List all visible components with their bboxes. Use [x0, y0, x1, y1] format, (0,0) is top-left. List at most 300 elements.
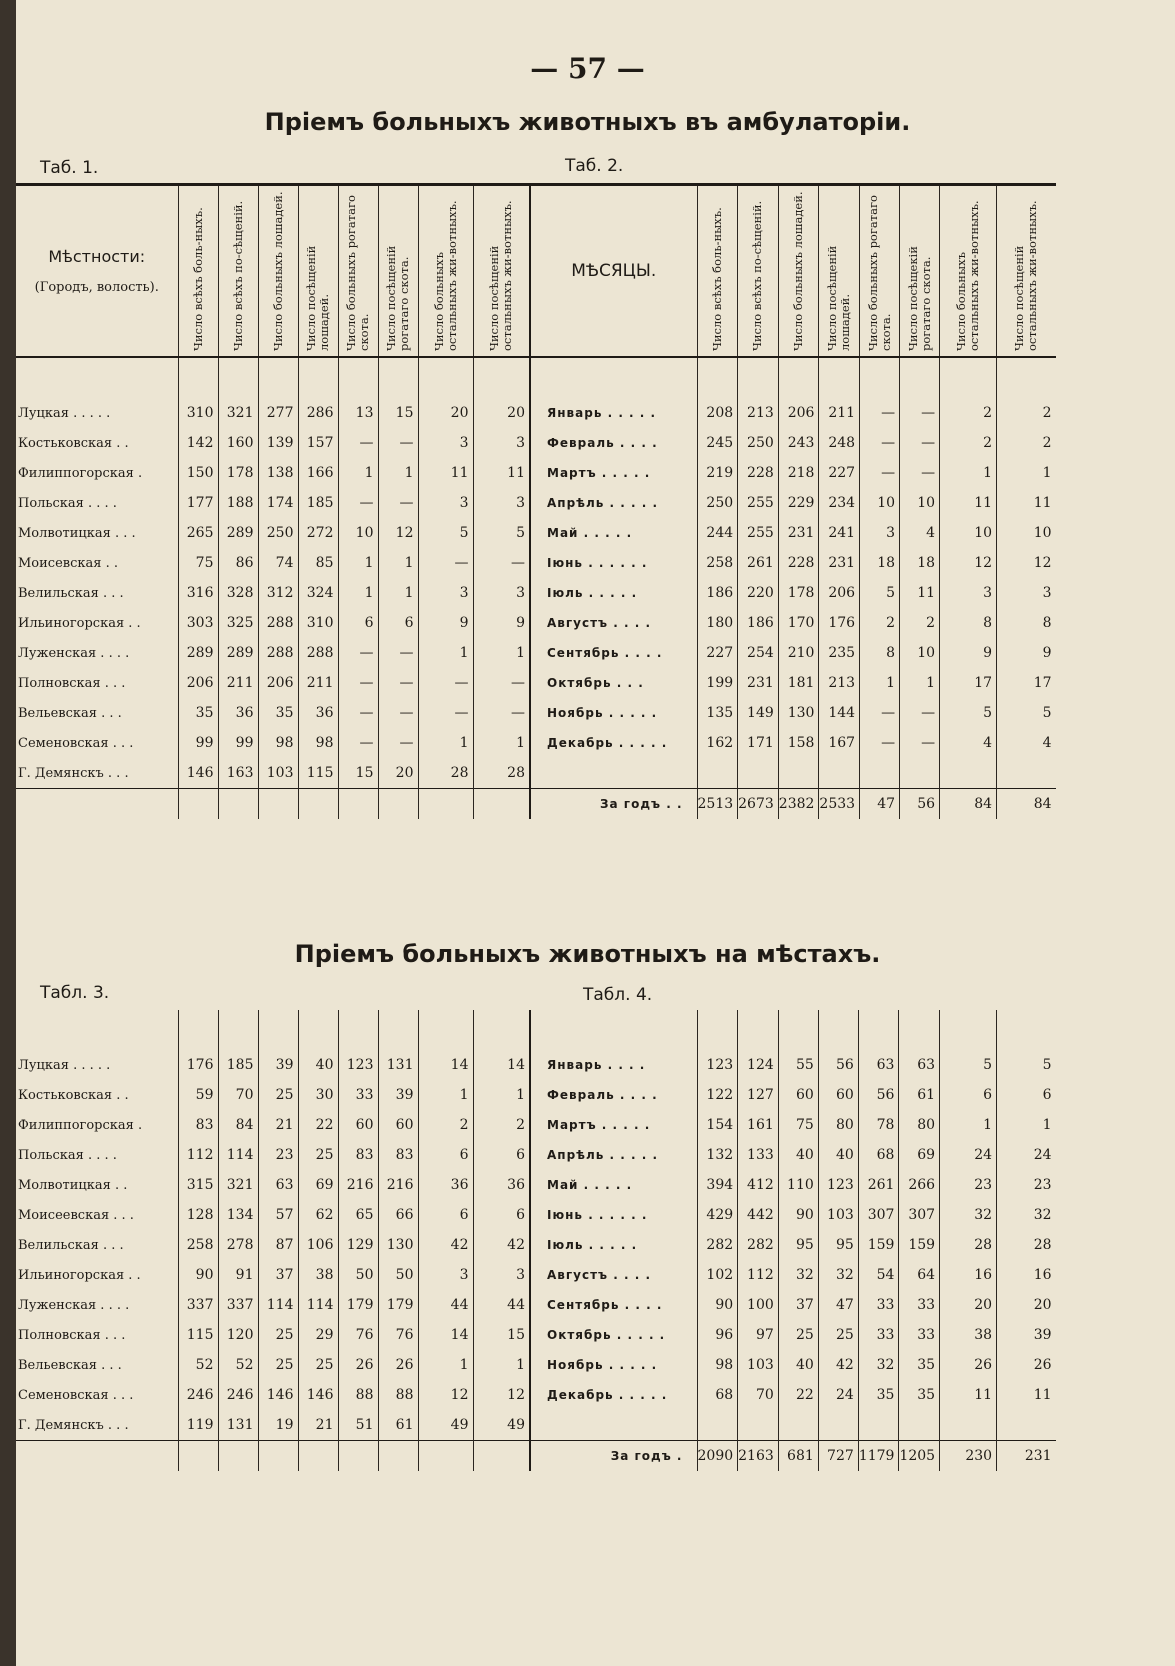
value-cell: 25 — [258, 1320, 298, 1350]
value-cell — [858, 1410, 899, 1441]
value-cell: 40 — [818, 1140, 858, 1170]
value-cell: 39 — [997, 1320, 1056, 1350]
value-cell: 32 — [778, 1260, 818, 1290]
value-cell: 282 — [697, 1230, 738, 1260]
empty-cell — [258, 1441, 298, 1472]
value-cell: 6 — [338, 608, 378, 638]
value-cell: 12 — [473, 1380, 530, 1410]
value-cell: 216 — [338, 1170, 378, 1200]
value-cell: 35 — [899, 1380, 940, 1410]
value-cell: 33 — [858, 1290, 899, 1320]
column-header — [418, 185, 473, 358]
value-cell: 394 — [697, 1170, 738, 1200]
value-cell: 234 — [819, 488, 860, 518]
value-cell: 86 — [218, 548, 258, 578]
value-cell: 4 — [997, 728, 1056, 758]
locality-header — [16, 185, 178, 358]
value-cell: 114 — [218, 1140, 258, 1170]
value-cell: 32 — [940, 1200, 997, 1230]
month-name: Мартъ . . . . . — [530, 458, 697, 488]
total-value: 2163 — [738, 1441, 779, 1472]
month-name: Май . . . . . — [530, 518, 697, 548]
value-cell: 14 — [473, 1050, 530, 1080]
locality-name: Велильская . . . — [18, 585, 124, 601]
value-cell: — — [378, 428, 418, 458]
value-cell: 60 — [338, 1110, 378, 1140]
value-cell: 163 — [218, 758, 258, 789]
empty-cell — [418, 789, 473, 820]
value-cell: 25 — [298, 1350, 338, 1380]
empty-cell — [298, 789, 338, 820]
value-cell: 115 — [298, 758, 338, 789]
table-row — [16, 1110, 1056, 1140]
value-cell: 1 — [338, 458, 378, 488]
total-row — [16, 789, 1056, 820]
value-cell: 66 — [378, 1200, 418, 1230]
value-cell: 78 — [858, 1110, 899, 1140]
value-cell: 15 — [378, 398, 418, 428]
month-name: Августъ . . . . — [530, 1260, 697, 1290]
value-cell: 211 — [218, 668, 258, 698]
value-cell: 218 — [778, 458, 819, 488]
value-cell: 76 — [338, 1320, 378, 1350]
value-cell: 325 — [218, 608, 258, 638]
value-cell: 88 — [338, 1380, 378, 1410]
column-header-text: Число посѣщеній остальныхъ жи-вотныхъ. — [487, 200, 515, 351]
value-cell: — — [860, 698, 900, 728]
value-cell: 412 — [738, 1170, 779, 1200]
value-cell: 33 — [338, 1080, 378, 1110]
month-name: Іюнь . . . . . . — [530, 1200, 697, 1230]
value-cell: 103 — [818, 1200, 858, 1230]
value-cell: 36 — [218, 698, 258, 728]
value-cell: — — [860, 398, 900, 428]
value-cell: 231 — [738, 668, 779, 698]
month-name: Ноябрь . . . . . — [530, 698, 697, 728]
total-label: За годъ . . — [530, 789, 697, 820]
table-row — [16, 458, 1056, 488]
value-cell: 70 — [218, 1080, 258, 1110]
value-cell: 28 — [473, 758, 530, 789]
column-header — [218, 185, 258, 358]
month-name — [530, 1410, 697, 1441]
value-cell: 188 — [218, 488, 258, 518]
value-cell: 213 — [738, 398, 779, 428]
value-cell: 146 — [178, 758, 218, 789]
value-cell: 38 — [298, 1260, 338, 1290]
value-cell: 32 — [818, 1260, 858, 1290]
value-cell: 1 — [997, 458, 1056, 488]
value-cell — [778, 758, 819, 789]
value-cell: 6 — [940, 1080, 997, 1110]
value-cell: 13 — [338, 398, 378, 428]
value-cell: 32 — [858, 1350, 899, 1380]
value-cell: 10 — [900, 488, 940, 518]
empty-cell — [378, 789, 418, 820]
total-value: 84 — [997, 789, 1056, 820]
value-cell: 282 — [738, 1230, 779, 1260]
table-row — [16, 638, 1056, 668]
month-name: Сентябрь . . . . — [530, 1290, 697, 1320]
value-cell: 119 — [178, 1410, 218, 1441]
value-cell: 122 — [697, 1080, 738, 1110]
total-value: 2533 — [819, 789, 860, 820]
value-cell: 14 — [418, 1320, 473, 1350]
locality-header-title: Мѣстности: — [48, 247, 146, 266]
value-cell: 261 — [858, 1170, 899, 1200]
column-header-text: Число всѣхъ по-сѣщеній. — [750, 200, 765, 351]
value-cell: 142 — [178, 428, 218, 458]
value-cell: 124 — [738, 1050, 779, 1080]
value-cell: 315 — [178, 1170, 218, 1200]
value-cell: 83 — [338, 1140, 378, 1170]
month-name: Августъ . . . . — [530, 608, 697, 638]
table-row — [16, 428, 1056, 458]
total-value: 2382 — [778, 789, 819, 820]
table-row — [16, 1320, 1056, 1350]
value-cell: — — [338, 698, 378, 728]
value-cell: 241 — [819, 518, 860, 548]
locality-header-subtitle: (Городъ, волость). — [34, 280, 159, 295]
spacer-row — [16, 1010, 1056, 1050]
value-cell: 11 — [418, 458, 473, 488]
value-cell: 6 — [418, 1140, 473, 1170]
value-cell: 231 — [778, 518, 819, 548]
table-row — [16, 728, 1056, 758]
table-row — [16, 1200, 1056, 1230]
value-cell: 11 — [900, 578, 940, 608]
value-cell: 246 — [178, 1380, 218, 1410]
value-cell: 10 — [900, 638, 940, 668]
value-cell: 4 — [940, 728, 997, 758]
value-cell: 24 — [997, 1140, 1056, 1170]
value-cell: 176 — [178, 1050, 218, 1080]
section2-table4-label: Табл. 4. — [583, 985, 653, 1005]
value-cell: 63 — [258, 1170, 298, 1200]
value-cell: 102 — [697, 1260, 738, 1290]
value-cell — [697, 1410, 738, 1441]
month-name: Октябрь . . . — [530, 668, 697, 698]
value-cell: 303 — [178, 608, 218, 638]
value-cell: 120 — [218, 1320, 258, 1350]
value-cell: 44 — [473, 1290, 530, 1320]
value-cell: 28 — [418, 758, 473, 789]
value-cell: 52 — [178, 1350, 218, 1380]
value-cell: 95 — [818, 1230, 858, 1260]
value-cell: 22 — [298, 1110, 338, 1140]
value-cell: 112 — [738, 1260, 779, 1290]
column-header — [378, 185, 418, 358]
value-cell: 9 — [997, 638, 1056, 668]
month-name: Январь . . . . . — [530, 398, 697, 428]
value-cell: 10 — [860, 488, 900, 518]
value-cell: 20 — [378, 758, 418, 789]
value-cell: 123 — [697, 1050, 738, 1080]
value-cell — [900, 758, 940, 789]
value-cell: 288 — [258, 608, 298, 638]
value-cell: 1 — [418, 728, 473, 758]
value-cell: 277 — [258, 398, 298, 428]
value-cell: 6 — [473, 1140, 530, 1170]
value-cell: 23 — [997, 1170, 1056, 1200]
value-cell: 321 — [218, 1170, 258, 1200]
table-row — [16, 668, 1056, 698]
total-value: 56 — [900, 789, 940, 820]
total-row — [16, 1441, 1056, 1472]
month-name: Май . . . . . — [530, 1170, 697, 1200]
value-cell: 36 — [418, 1170, 473, 1200]
value-cell: 211 — [298, 668, 338, 698]
locality-name: Молвотицкая . . — [18, 1177, 128, 1193]
value-cell: 68 — [697, 1380, 738, 1410]
value-cell: 211 — [819, 398, 860, 428]
value-cell: 61 — [899, 1080, 940, 1110]
value-cell: 228 — [778, 548, 819, 578]
value-cell: 250 — [258, 518, 298, 548]
column-header — [940, 185, 997, 358]
locality-name: Велильская . . . — [18, 1237, 124, 1253]
column-header — [738, 185, 779, 358]
table-row — [16, 578, 1056, 608]
value-cell: 8 — [940, 608, 997, 638]
column-header-text: Число больныхъ рогатаго скота. — [865, 195, 893, 351]
value-cell: 227 — [819, 458, 860, 488]
value-cell: 99 — [218, 728, 258, 758]
value-cell: 1 — [378, 548, 418, 578]
value-cell: 8 — [860, 638, 900, 668]
value-cell: 157 — [298, 428, 338, 458]
locality-name: Костьковская . . — [18, 1087, 129, 1103]
value-cell: 5 — [860, 578, 900, 608]
value-cell: 69 — [298, 1170, 338, 1200]
value-cell: 23 — [258, 1140, 298, 1170]
empty-cell — [258, 789, 298, 820]
value-cell: 49 — [418, 1410, 473, 1441]
value-cell: 55 — [778, 1050, 818, 1080]
value-cell: 85 — [298, 548, 338, 578]
value-cell: 96 — [697, 1320, 738, 1350]
value-cell: 185 — [218, 1050, 258, 1080]
value-cell: — — [338, 728, 378, 758]
value-cell: 138 — [258, 458, 298, 488]
value-cell: 5 — [997, 1050, 1056, 1080]
value-cell: 22 — [778, 1380, 818, 1410]
spacer-row — [16, 357, 1056, 398]
locality-name: Польская . . . . — [18, 495, 117, 511]
value-cell: 35 — [858, 1380, 899, 1410]
empty-cell — [378, 1441, 418, 1472]
value-cell: 60 — [778, 1080, 818, 1110]
value-cell: 1 — [378, 578, 418, 608]
column-header-text: Число посѣщеній остальныхъ жи-вотныхъ. — [1012, 200, 1040, 351]
value-cell: 307 — [858, 1200, 899, 1230]
locality-name: Вельевская . . . — [18, 705, 122, 721]
book-spine — [0, 0, 16, 1666]
locality-name: Ильиногорская . . — [18, 615, 141, 631]
value-cell: 1 — [473, 1080, 530, 1110]
value-cell: 6 — [473, 1200, 530, 1230]
value-cell: 26 — [338, 1350, 378, 1380]
value-cell: 36 — [473, 1170, 530, 1200]
value-cell: 289 — [178, 638, 218, 668]
value-cell: 76 — [378, 1320, 418, 1350]
value-cell: — — [473, 698, 530, 728]
value-cell: 258 — [178, 1230, 218, 1260]
value-cell: 12 — [418, 1380, 473, 1410]
value-cell: 3 — [418, 488, 473, 518]
value-cell: 206 — [258, 668, 298, 698]
value-cell: 129 — [338, 1230, 378, 1260]
value-cell: 149 — [738, 698, 779, 728]
value-cell: 206 — [778, 398, 819, 428]
value-cell: 114 — [258, 1290, 298, 1320]
value-cell: 100 — [738, 1290, 779, 1320]
value-cell: 95 — [778, 1230, 818, 1260]
value-cell: 51 — [338, 1410, 378, 1441]
value-cell: 1 — [473, 638, 530, 668]
locality-name: Полновская . . . — [18, 675, 126, 691]
value-cell: 84 — [218, 1110, 258, 1140]
empty-cell — [338, 1441, 378, 1472]
value-cell: 33 — [858, 1320, 899, 1350]
value-cell: 15 — [473, 1320, 530, 1350]
value-cell — [819, 758, 860, 789]
total-value: 2513 — [697, 789, 738, 820]
value-cell: 65 — [338, 1200, 378, 1230]
value-cell: 28 — [997, 1230, 1056, 1260]
value-cell: — — [860, 428, 900, 458]
value-cell: 254 — [738, 638, 779, 668]
table-row — [16, 518, 1056, 548]
value-cell: 1 — [338, 578, 378, 608]
value-cell: 185 — [298, 488, 338, 518]
value-cell: 199 — [697, 668, 738, 698]
value-cell: 98 — [298, 728, 338, 758]
value-cell: — — [900, 458, 940, 488]
value-cell: 91 — [218, 1260, 258, 1290]
value-cell: 128 — [178, 1200, 218, 1230]
locality-name: Полновская . . . — [18, 1327, 126, 1343]
value-cell: 161 — [738, 1110, 779, 1140]
value-cell: 40 — [778, 1140, 818, 1170]
month-name: Январь . . . . — [530, 1050, 697, 1080]
value-cell: 87 — [258, 1230, 298, 1260]
field-visits-table — [16, 1010, 1056, 1471]
month-name: Іюнь . . . . . . — [530, 548, 697, 578]
value-cell: 2 — [940, 428, 997, 458]
column-header-text: Число больныхъ лошадей. — [270, 191, 285, 351]
empty-cell — [218, 789, 258, 820]
value-cell: 250 — [697, 488, 738, 518]
table-row — [16, 758, 1056, 789]
value-cell: — — [900, 698, 940, 728]
table-header-row — [16, 185, 1056, 358]
value-cell: 227 — [697, 638, 738, 668]
column-header — [900, 185, 940, 358]
ambulatory-table — [16, 183, 1056, 819]
value-cell: 83 — [178, 1110, 218, 1140]
value-cell: 2 — [860, 608, 900, 638]
column-header-text: Число посѣщекій рогатаго скота. — [905, 246, 933, 351]
locality-name: Молвотицкая . . . — [18, 525, 136, 541]
value-cell: 133 — [738, 1140, 779, 1170]
value-cell: — — [418, 668, 473, 698]
value-cell — [940, 758, 997, 789]
table-row — [16, 698, 1056, 728]
month-name: Апрѣль . . . . . — [530, 1140, 697, 1170]
locality-name: Костьковская . . — [18, 435, 129, 451]
value-cell: 20 — [997, 1290, 1056, 1320]
column-header-text: Число посѣщеній рогатаго скота. — [384, 245, 411, 351]
value-cell: 115 — [178, 1320, 218, 1350]
value-cell: 246 — [218, 1380, 258, 1410]
value-cell — [997, 1410, 1056, 1441]
value-cell: 110 — [778, 1170, 818, 1200]
value-cell: 176 — [819, 608, 860, 638]
value-cell: 150 — [178, 458, 218, 488]
value-cell: 39 — [378, 1080, 418, 1110]
value-cell: 47 — [818, 1290, 858, 1320]
section1-title: Пріемъ больныхъ животныхъ въ амбулаторіи. — [264, 108, 911, 136]
value-cell: 40 — [298, 1050, 338, 1080]
value-cell: 3 — [418, 578, 473, 608]
value-cell: 180 — [697, 608, 738, 638]
value-cell: 18 — [860, 548, 900, 578]
value-cell: 10 — [338, 518, 378, 548]
value-cell: 103 — [738, 1350, 779, 1380]
value-cell — [738, 758, 779, 789]
value-cell: 38 — [940, 1320, 997, 1350]
value-cell: 11 — [997, 1380, 1056, 1410]
section1-table2-label: Таб. 2. — [565, 156, 624, 176]
value-cell: 60 — [818, 1080, 858, 1110]
value-cell: 1 — [338, 548, 378, 578]
column-header-text: Число больныхъ лошадей. — [791, 191, 806, 351]
value-cell: 261 — [738, 548, 779, 578]
value-cell: 44 — [418, 1290, 473, 1320]
total-value: 1205 — [899, 1441, 940, 1472]
value-cell: 64 — [899, 1260, 940, 1290]
value-cell: 52 — [218, 1350, 258, 1380]
value-cell: 310 — [178, 398, 218, 428]
value-cell: 74 — [258, 548, 298, 578]
locality-name: Филиппогорская . — [18, 465, 143, 481]
value-cell: 5 — [418, 518, 473, 548]
value-cell: 3 — [473, 578, 530, 608]
table-row — [16, 1140, 1056, 1170]
value-cell: 178 — [778, 578, 819, 608]
locality-name: Филиппогорская . — [18, 1117, 143, 1133]
value-cell: 10 — [940, 518, 997, 548]
value-cell: 23 — [940, 1170, 997, 1200]
locality-name: Семеновская . . . — [18, 735, 134, 751]
value-cell: 248 — [819, 428, 860, 458]
month-name: Апрѣль . . . . . — [530, 488, 697, 518]
value-cell: 32 — [997, 1200, 1056, 1230]
table-row — [16, 1290, 1056, 1320]
value-cell: 1 — [940, 458, 997, 488]
value-cell: 26 — [378, 1350, 418, 1380]
value-cell: 25 — [818, 1320, 858, 1350]
value-cell: 321 — [218, 398, 258, 428]
empty-cell — [418, 1441, 473, 1472]
total-value: 231 — [997, 1441, 1056, 1472]
value-cell: 286 — [298, 398, 338, 428]
total-label: За годъ . — [530, 1441, 697, 1472]
value-cell: 310 — [298, 608, 338, 638]
value-cell: 131 — [378, 1050, 418, 1080]
value-cell: 265 — [178, 518, 218, 548]
